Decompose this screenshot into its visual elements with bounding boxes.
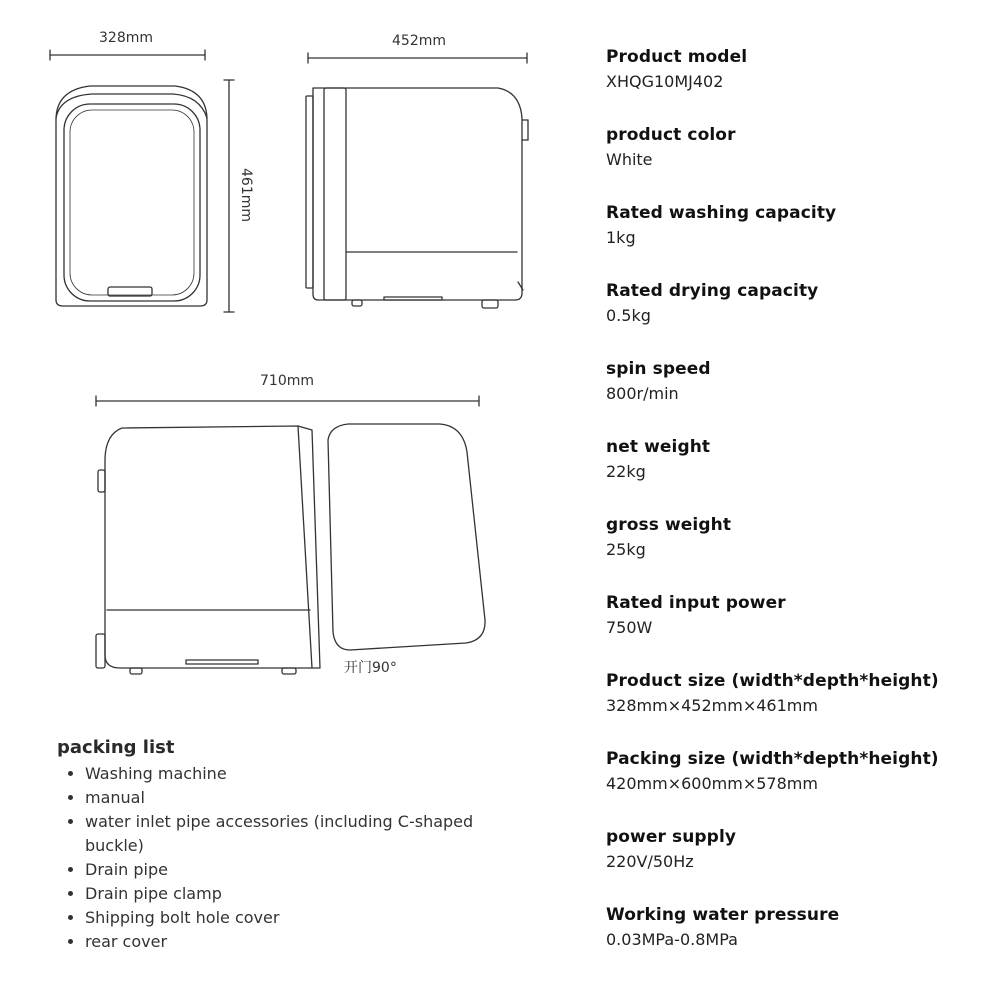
spec-label: Product size (width*depth*height) [606, 671, 939, 691]
spec-value: 22kg [606, 462, 646, 481]
list-item: • Drain pipe [85, 858, 537, 882]
spec-label: spin speed [606, 359, 711, 379]
spec-value: White [606, 150, 653, 169]
spec-product-model [606, 46, 996, 124]
spec-value: XHQG10MJ402 [606, 72, 724, 91]
spec-value: 420mm×600mm×578mm [606, 774, 818, 793]
spec-packing-size [606, 748, 996, 826]
packing-items [57, 762, 537, 954]
spec-value: 328mm×452mm×461mm [606, 696, 818, 715]
spec-value: 750W [606, 618, 653, 637]
open-length-label: 710mm [260, 373, 314, 389]
list-item: • manual [85, 786, 537, 810]
spec-spin-speed [606, 358, 996, 436]
dimension-drawings [0, 0, 560, 700]
spec-label: Product model [606, 47, 748, 67]
list-item: • rear cover [85, 930, 537, 954]
front-view-drawing [56, 86, 207, 306]
list-item: • Drain pipe clamp [85, 882, 537, 906]
list-item: • Washing machine [85, 762, 537, 786]
spec-label: Rated washing capacity [606, 203, 837, 223]
spec-washing-capacity [606, 202, 996, 280]
front-width-label: 328mm [99, 30, 153, 46]
spec-drying-capacity [606, 280, 996, 358]
spec-value: 220V/50Hz [606, 852, 694, 871]
spec-value: 0.03MPa-0.8MPa [606, 930, 738, 949]
spec-input-power [606, 592, 996, 670]
list-item: • water inlet pipe accessories (including C-shaped buckle) [85, 810, 537, 858]
spec-label: Packing size (width*depth*height) [606, 749, 939, 769]
spec-value: 1kg [606, 228, 636, 247]
spec-label: gross weight [606, 515, 732, 535]
spec-label: product color [606, 125, 736, 145]
spec-label: power supply [606, 827, 737, 847]
spec-label: Rated input power [606, 593, 786, 613]
spec-value: 800r/min [606, 384, 679, 403]
spec-water-pressure [606, 904, 996, 982]
spec-gross-weight [606, 514, 996, 592]
spec-net-weight [606, 436, 996, 514]
spec-label: Working water pressure [606, 905, 840, 925]
packing-list-heading: packing list [57, 737, 175, 758]
door-angle-label: 开门90° [344, 660, 397, 676]
height-label: 461mm [238, 168, 254, 222]
spec-product-color [606, 124, 996, 202]
spec-list [606, 46, 996, 982]
spec-label: net weight [606, 437, 711, 457]
spec-value: 0.5kg [606, 306, 651, 325]
open-length-dimension-line [96, 396, 479, 406]
spec-value: 25kg [606, 540, 646, 559]
spec-power-supply [606, 826, 996, 904]
list-item: • Shipping bolt hole cover [85, 906, 537, 930]
side-depth-dimension-line [308, 53, 527, 63]
packing-list [57, 736, 537, 954]
spec-product-size [606, 670, 996, 748]
height-dimension-line [224, 80, 234, 312]
side-depth-label: 452mm [392, 33, 446, 49]
spec-label: Rated drying capacity [606, 281, 819, 301]
front-width-dimension-line [50, 50, 205, 60]
side-view-drawing [306, 88, 528, 308]
open-door-side-view-drawing [96, 424, 485, 674]
dimension-drawings-svg [0, 0, 560, 700]
